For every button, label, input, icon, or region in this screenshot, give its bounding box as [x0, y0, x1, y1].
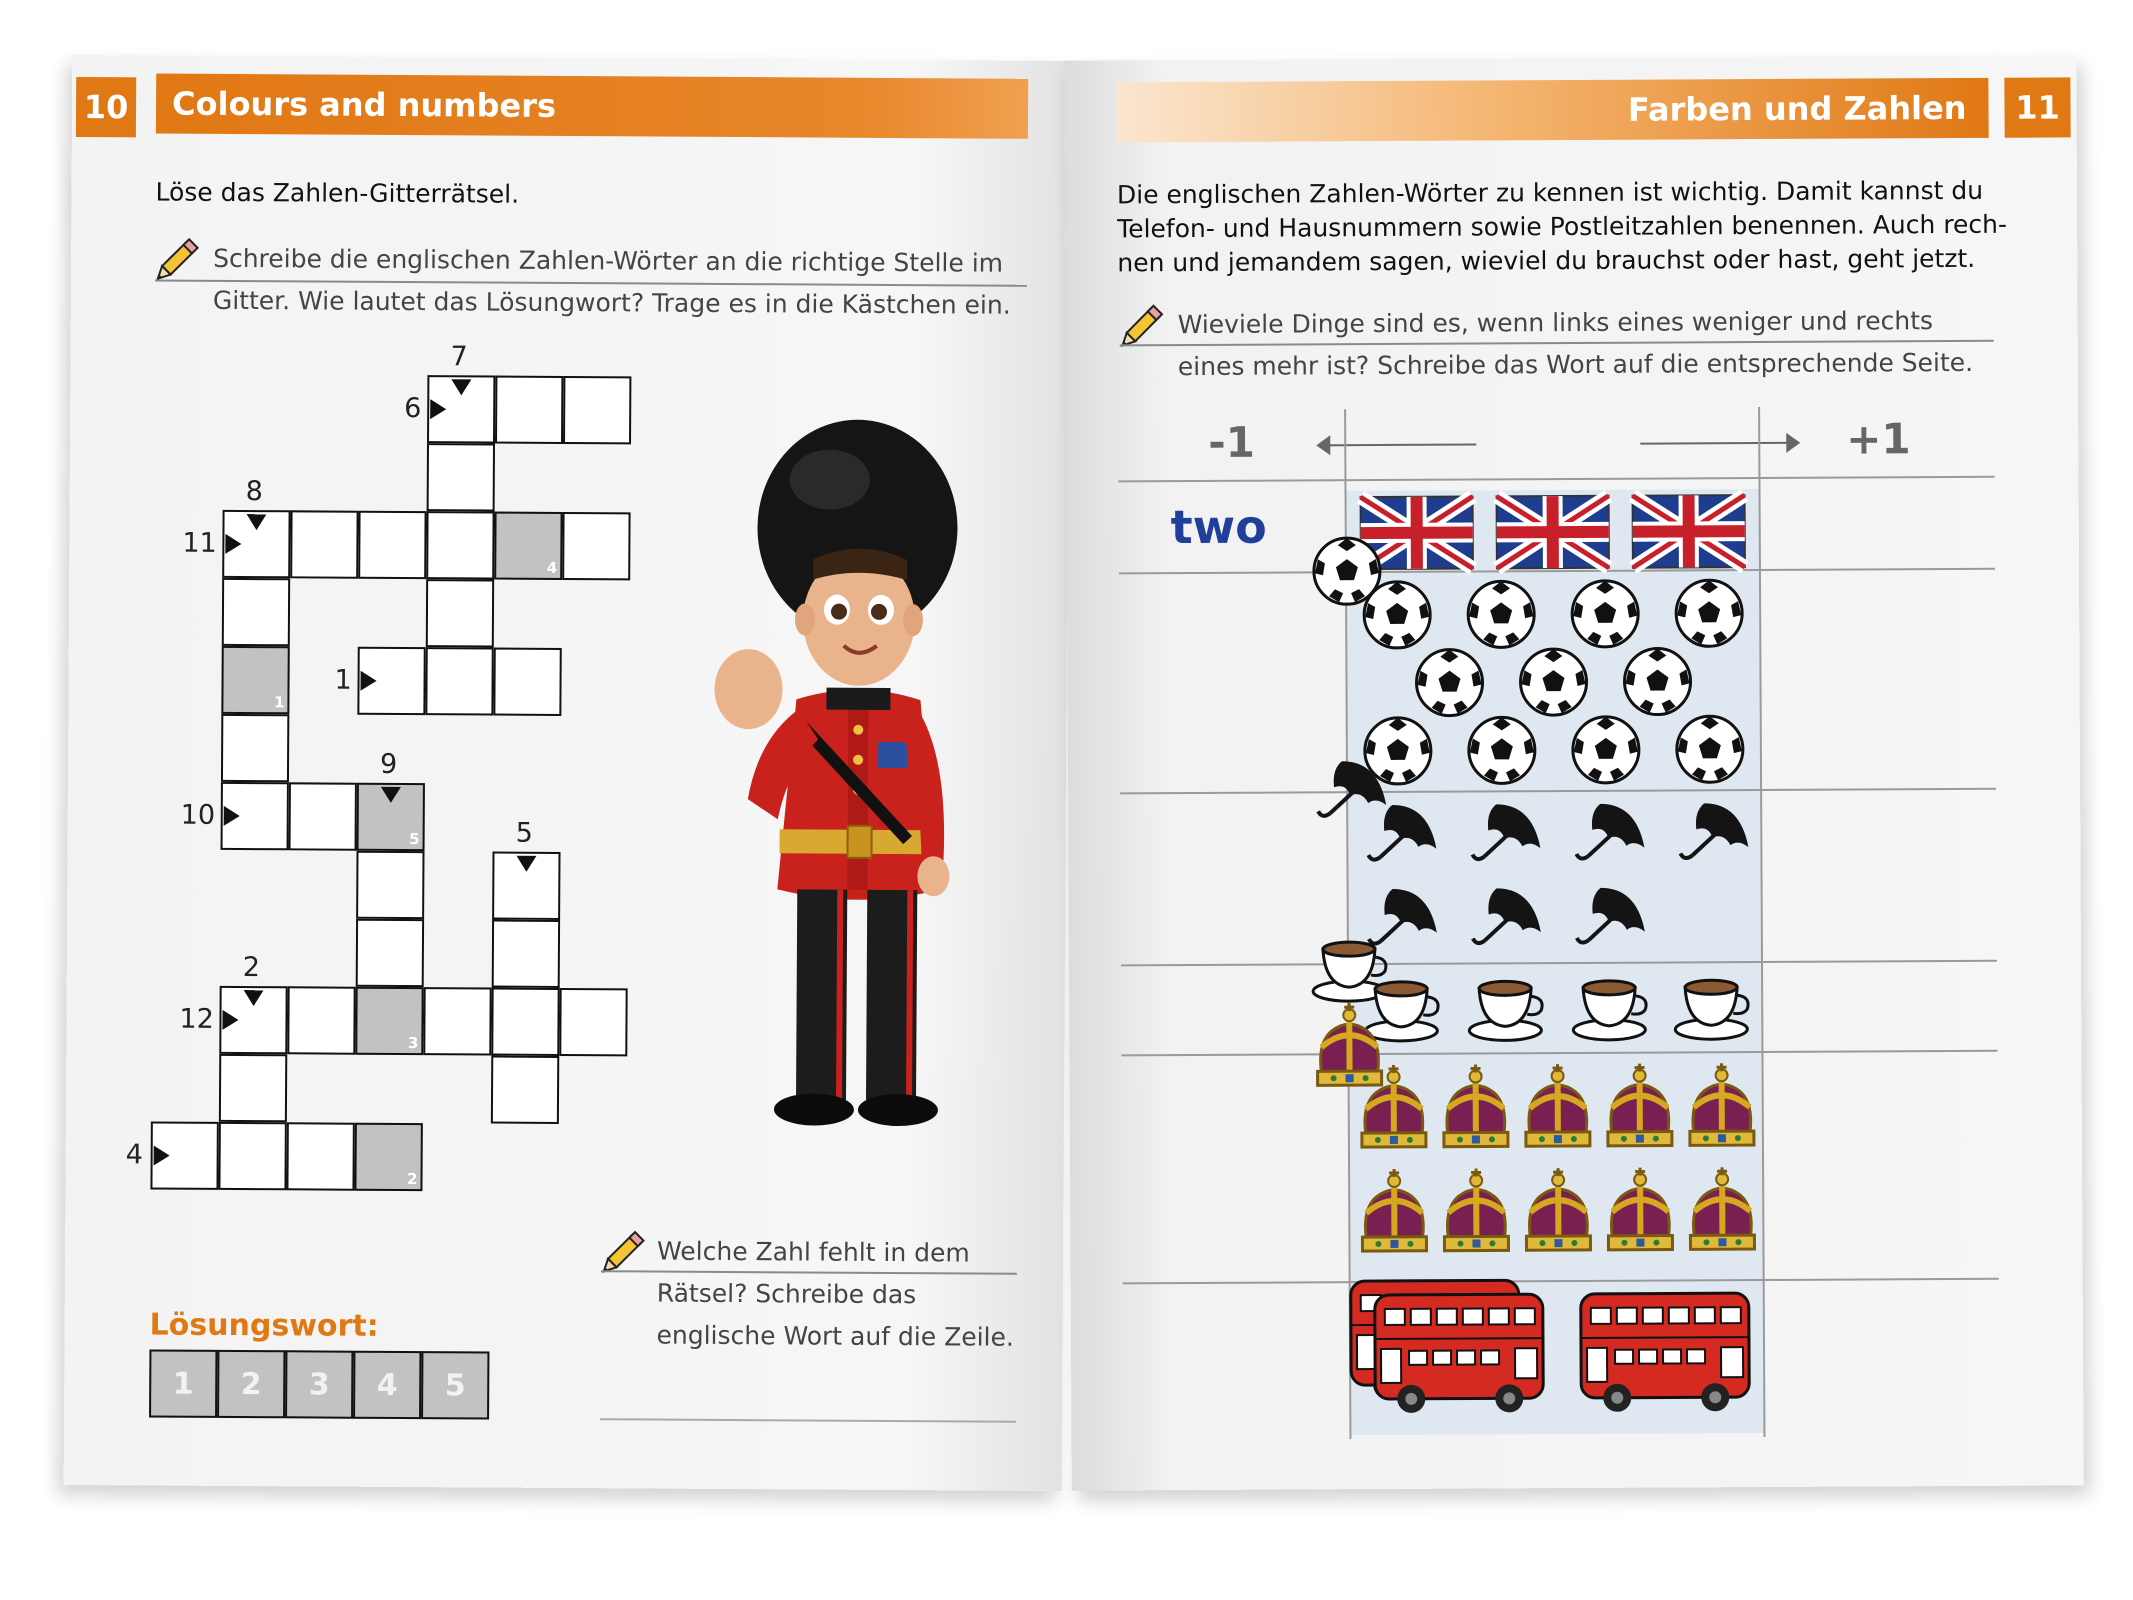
crossword-cell-solution[interactable]: 5 — [357, 783, 425, 851]
royal-crown-icon — [1690, 1063, 1754, 1145]
answer-field-minus[interactable] — [1123, 581, 1342, 782]
answer-field-plus[interactable] — [1768, 1058, 1995, 1271]
clue-number: 9 — [379, 748, 398, 780]
solution-box[interactable]: 5 — [421, 1351, 489, 1419]
task-line2: eines mehr ist? Schreibe das Wort auf die entsprechende Seite. — [1177, 347, 1974, 382]
royal-crown-icon — [1526, 1168, 1590, 1250]
football-icon — [1573, 717, 1639, 783]
crossword-cell-solution[interactable]: 1 — [221, 646, 289, 714]
clue-number: 8 — [245, 476, 263, 508]
crossword-cell[interactable] — [356, 851, 424, 919]
football-icon — [1364, 582, 1430, 648]
page-number-right: 11 — [2004, 77, 2070, 137]
answer-field-plus[interactable] — [1765, 578, 1992, 779]
arrow-right-icon — [224, 806, 240, 826]
crossword-cell-solution[interactable]: 2 — [354, 1123, 422, 1191]
football-icon — [1469, 717, 1535, 783]
arrow-right-icon — [360, 671, 376, 691]
arrow-down-icon — [516, 856, 536, 872]
solution-box[interactable]: 4 — [353, 1351, 421, 1419]
arrow-down-icon — [246, 514, 266, 530]
answer-field-plus[interactable] — [1767, 968, 1993, 1043]
pencil-icon — [1120, 300, 1168, 348]
royal-crown-icon — [1444, 1168, 1508, 1250]
crossword-cell[interactable] — [495, 376, 563, 444]
task2-line2: Rätsel? Schreibe das — [656, 1278, 917, 1310]
crossword-cell[interactable] — [559, 988, 627, 1056]
royal-crown-icon — [1608, 1063, 1672, 1145]
union-jack-icon — [1633, 495, 1745, 568]
football-icon — [1676, 580, 1742, 646]
intro-line1: Die englischen Zahlen-Wörter zu kennen ist wichtig. Damit kannst du — [1116, 175, 1984, 210]
arrow-down-icon — [244, 990, 264, 1006]
page-number-left: 10 — [76, 77, 136, 137]
clue-number: 6 — [404, 392, 422, 425]
crossword-cell[interactable] — [358, 511, 426, 579]
crossword-cell[interactable] — [491, 1056, 559, 1124]
clue-number: 7 — [450, 341, 468, 373]
clue-number: 4 — [125, 1139, 143, 1171]
answer-field-minus[interactable] — [1126, 1061, 1345, 1274]
crossword-cell[interactable] — [219, 1054, 287, 1122]
football-icon — [1677, 716, 1743, 782]
teacup-icon — [1573, 981, 1646, 1040]
crossword-cell[interactable] — [425, 647, 493, 715]
answer-field-plus[interactable] — [1769, 1286, 1996, 1427]
crossword-cell[interactable] — [290, 510, 358, 578]
arrow-right-icon — [225, 534, 241, 554]
crossword-cell[interactable] — [423, 987, 491, 1055]
task1-line1: Schreibe die englischen Zahlen-Wörter an die richtige Stelle im — [213, 243, 1004, 278]
umbrella-icon — [1577, 888, 1645, 943]
crossword-cell[interactable] — [426, 511, 494, 579]
solution-box[interactable]: 2 — [217, 1350, 285, 1418]
crossword-cell[interactable] — [287, 986, 355, 1054]
clue-number: 1 — [334, 664, 352, 696]
umbrella-icon — [1369, 889, 1437, 944]
double-decker-bus-icon — [1581, 1293, 1750, 1412]
arrow-right-icon — [430, 399, 446, 419]
arrow-right-icon — [222, 1010, 238, 1030]
intro-line2: Telefon- und Hausnummern sowie Postleitzahlen benennen. Auch rech- — [1117, 209, 2008, 244]
teacup-icon — [1365, 982, 1438, 1041]
left-page — [64, 55, 1071, 1491]
intro-text-left: Löse das Zahlen-Gitterrätsel. — [155, 177, 520, 209]
example-answer: two — [1170, 499, 1267, 555]
pencil-icon — [601, 1226, 649, 1274]
arrow-down-icon — [381, 787, 401, 803]
task-line1: Wieviele Dinge sind es, wenn links eines weniger und rechts — [1177, 306, 1934, 340]
teacup-icon — [1675, 980, 1748, 1039]
football-icon — [1624, 648, 1690, 714]
answer-field-minus[interactable] — [1125, 971, 1343, 1046]
intro-line3: nen und jemandem sagen, wieviel du brauchst oder hast, geht jetzt. — [1117, 243, 1976, 278]
football-icon — [1468, 581, 1534, 647]
crossword-cell[interactable] — [563, 376, 631, 444]
teacups-row — [1349, 961, 1761, 1053]
crossword-cell[interactable] — [492, 920, 560, 988]
answer-line[interactable] — [600, 1418, 1016, 1423]
royal-crown-icon — [1362, 1169, 1426, 1251]
clue-number: 5 — [515, 817, 533, 849]
royal-crown-icon — [1690, 1167, 1754, 1249]
crossword-cell[interactable] — [222, 578, 290, 646]
task1-line2: Gitter. Wie lautet das Lösungwort? Trage es in die Kästchen ein. — [212, 285, 1011, 320]
umbrella-icon — [1473, 888, 1541, 943]
football-icon — [1572, 581, 1638, 647]
crossword-cell[interactable] — [562, 512, 630, 580]
clue-number: 2 — [242, 952, 261, 984]
page-title-left: Colours and numbers — [156, 73, 1028, 138]
crossword-cell[interactable] — [289, 782, 357, 850]
footballs-row — [1347, 569, 1760, 791]
answer-field-plus[interactable] — [1766, 798, 1993, 951]
flags-row — [1347, 489, 1759, 571]
solution-label: Lösungswort: — [149, 1307, 379, 1344]
row-line — [1118, 476, 1994, 483]
crossword-cell[interactable] — [356, 919, 424, 987]
minus-one-label: -1 — [1208, 417, 1256, 467]
football-icon — [1365, 718, 1431, 784]
arrow-down-icon — [451, 379, 471, 395]
answer-field-minus[interactable] — [1124, 801, 1343, 954]
arrow-right-icon — [154, 1145, 170, 1165]
football-icon — [1416, 649, 1482, 715]
crossword-cell[interactable] — [426, 579, 494, 647]
solution-box[interactable]: 1 — [149, 1349, 217, 1417]
umbrella-icon — [1472, 804, 1540, 859]
crossword-cell[interactable] — [221, 714, 289, 782]
buses-row — [1351, 1279, 1764, 1431]
answer-field-minus[interactable] — [1127, 1289, 1346, 1430]
crossword-cell[interactable] — [493, 648, 561, 716]
royal-crown-icon — [1444, 1064, 1508, 1146]
union-jack-icon — [1497, 496, 1609, 569]
arrow-left-icon — [1316, 433, 1476, 458]
task2-line3: englische Wort auf die Zeile. — [656, 1320, 1014, 1352]
umbrellas-row — [1348, 789, 1761, 963]
crossword-cell[interactable] — [427, 443, 495, 511]
umbrella-icon — [1680, 803, 1748, 858]
crossword-cell[interactable] — [286, 1122, 354, 1190]
royal-guard-illustration — [706, 419, 990, 1141]
umbrella-icon — [1368, 805, 1436, 860]
crossword-cell-solution[interactable]: 4 — [494, 512, 562, 580]
royal-crown-icon — [1608, 1167, 1672, 1249]
teacup-icon — [1469, 981, 1542, 1040]
royal-crown-icon — [1526, 1064, 1590, 1146]
clue-number: 10 — [180, 799, 216, 831]
page-title-right: Farben und Zahlen — [1116, 78, 1988, 143]
right-page — [1064, 55, 2083, 1490]
umbrella-icon — [1576, 804, 1644, 859]
clue-number: 12 — [179, 1003, 214, 1035]
crossword-cell[interactable] — [491, 988, 559, 1056]
football-icon — [1520, 649, 1586, 715]
arrow-right-icon — [1640, 431, 1800, 456]
task2-line1: Welche Zahl fehlt in dem — [656, 1236, 970, 1268]
plus-one-label: +1 — [1846, 414, 1911, 464]
solution-box[interactable]: 3 — [285, 1350, 353, 1418]
crowns-row — [1349, 1051, 1762, 1281]
crossword-cell[interactable] — [218, 1122, 286, 1190]
crossword-cell-solution[interactable]: 3 — [355, 987, 423, 1055]
double-decker-bus-icon — [1375, 1294, 1544, 1413]
pencil-icon — [155, 233, 203, 281]
clue-number: 11 — [182, 527, 217, 559]
